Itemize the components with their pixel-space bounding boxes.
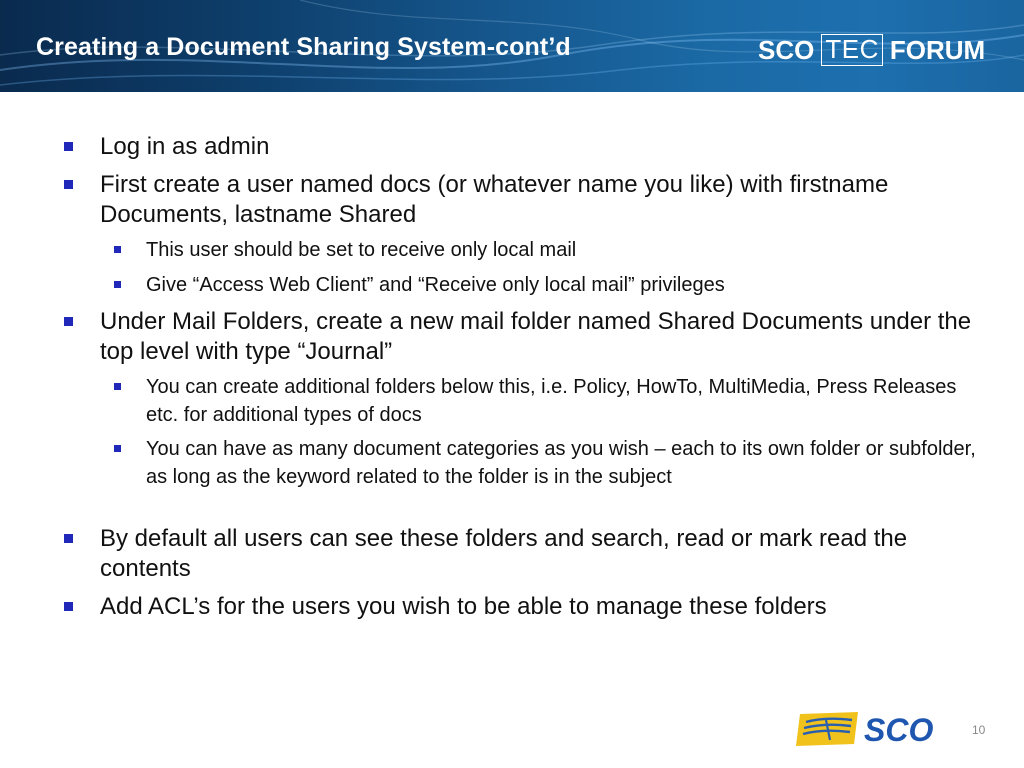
brand-right: FORUM	[889, 34, 986, 65]
square-bullet-icon	[64, 602, 73, 611]
square-bullet-icon	[114, 445, 121, 452]
brand-boxed: TEC	[821, 34, 883, 66]
bullet-text: Under Mail Folders, create a new mail folder named Shared Documents under the top level with type “Journal”	[100, 308, 972, 365]
bullet-text: By default all users can see these folders and search, read or mark read the contents	[100, 525, 908, 582]
bullet-item	[100, 132, 980, 162]
slide-header	[0, 0, 1024, 92]
bullet-text: You can create additional folders below this, i.e. Policy, HowTo, MultiMedia, Press Releases etc. for additional types of docs	[146, 376, 957, 426]
sco-logo-text: SCO	[864, 712, 934, 748]
sub-bullet-item	[146, 236, 976, 264]
bullet-text: First create a user named docs (or whatever name you like) with firstname Documents, lastname Shared	[100, 171, 889, 228]
brand-left: SCO	[758, 34, 815, 65]
bullet-text: Give “Access Web Client” and “Receive only local mail” privileges	[146, 274, 725, 296]
square-bullet-icon	[114, 281, 121, 288]
bullet-text: Add ACL’s for the users you wish to be able to manage these folders	[100, 593, 827, 620]
bullet-item	[100, 524, 980, 584]
square-bullet-icon	[64, 317, 73, 326]
sub-bullet-item	[146, 435, 976, 491]
bullet-item	[100, 592, 980, 622]
square-bullet-icon	[64, 180, 73, 189]
sco-tec-forum-brand	[758, 33, 985, 67]
square-bullet-icon	[64, 142, 73, 151]
bullet-text: You can have as many document categories as you wish – each to its own folder or subfolder, as long as the keyword related to the folder is in the subject	[146, 438, 976, 488]
bullet-item	[100, 307, 980, 367]
page-number: 10	[972, 723, 986, 737]
bullet-text: Log in as admin	[100, 133, 270, 160]
slide-title: Creating a Document Sharing System-cont’d	[36, 33, 571, 61]
bullet-text: This user should be set to receive only local mail	[146, 239, 577, 261]
sub-bullet-item	[146, 373, 976, 429]
sco-logo	[796, 708, 966, 748]
square-bullet-icon	[64, 534, 73, 543]
sub-bullet-item	[146, 271, 976, 299]
bullet-item	[100, 170, 980, 230]
sco-logo-mark-icon	[796, 712, 858, 746]
square-bullet-icon	[114, 383, 121, 390]
square-bullet-icon	[114, 246, 121, 253]
